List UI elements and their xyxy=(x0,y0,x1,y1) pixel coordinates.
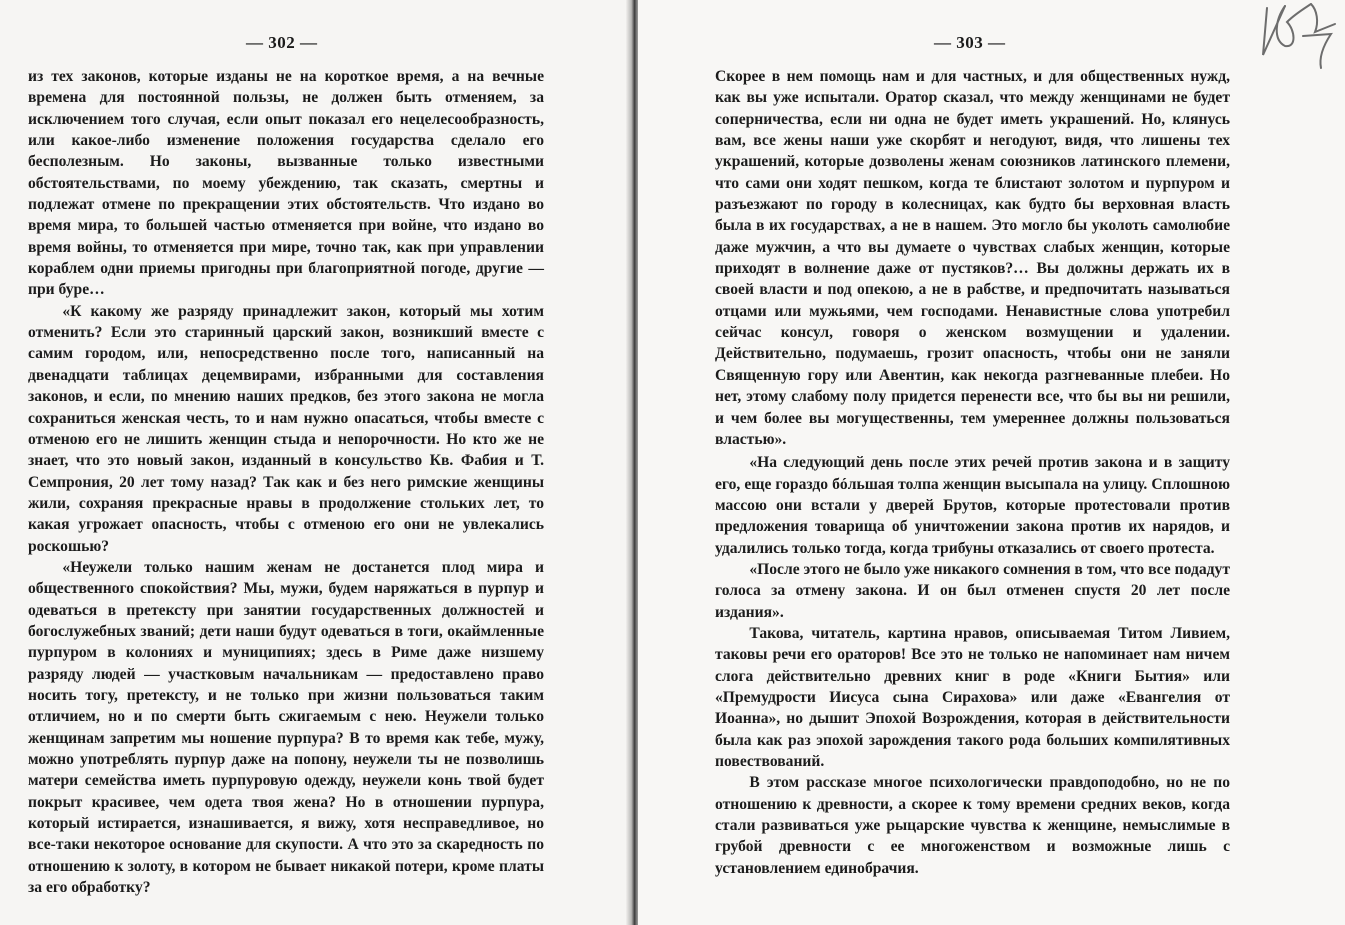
right-page xyxy=(638,0,1345,925)
handwritten-mark-drawing xyxy=(1245,0,1337,76)
paragraph: «На следующий день после этих речей против закона и в защиту его, еще гораздо бóльшая толпа женщин высыпала на улицу. Сплошною массою они встали у дверей Брутов, которые протестовали против предложения товарища об уничтожении закона против их нарядов, и удалились только тогда, когда трибуны отказались от своего протеста. xyxy=(715,454,1230,557)
left-page-text xyxy=(28,66,544,898)
paragraph: В этом рассказе многое психологически правдоподобно, но не по отношению к древности, а скорее к тому времени средних веков, когда стали развиваться уже рыцарские чувства к женщине, немыслимые в грубой древности с ее многоженством и возможные лишь с установлением единобрачия. xyxy=(715,774,1230,877)
page-number-left: — 302 — xyxy=(246,33,318,52)
handwritten-page-mark xyxy=(1245,0,1337,76)
right-page-text xyxy=(715,66,1230,879)
paragraph: из тех законов, которые изданы не на короткое время, а на вечные времена для постоянной пользы, не должен быть отменяем, за исключением того случая, если опыт показал его нецелесообразность, или какое-либо изменение положения государства сделало его бесполезным. Но законы, вызванные только известными обстоятельствами, по моему убеждению, так сказать, смертны и подлежат отмене по прекращении этих обстоятельств. Что издано во время мира, то большей частью отменяется при войне, что издано во время войны, то отменяется при мире, точно так, как при управлении кораблем одни приемы пригодны при благоприятной погоде, другие — при буре… xyxy=(28,68,544,299)
paragraph: «После этого не было уже никакого сомнения в том, что все подадут голоса за отмену закона. И он был отменен спустя 20 лет после издания». xyxy=(715,560,1230,621)
paragraph: Такова, читатель, картина нравов, описываемая Титом Ливием, таковы речи его ораторов! Все это не только не напоминает нам ничем слога действительно древних книг в роде «Книги Бытия» или «Премудрости Иисуса сына Сирахова» или даже «Евангелия от Иоанна», но дышит Эпохой Возрождения, которая в действительности была как раз эпохой зарождения такого рода больших компилятивных повествований. xyxy=(715,624,1230,770)
left-page xyxy=(0,0,632,925)
paragraph: «Неужели только нашим женам не достанется плод мира и общественного спокойствия? Мы, мужи, будем наряжаться в пурпур и одеваться в претексту при занятии государственных должностей и богослужебных званий; дети наши будут одеваться в тоги, окаймленные пурпуром в колониях и муниципиях; здесь в Риме даже низшему разряду людей — участковым начальникам — предоставлено право носить тогу, претексту, и не только при жизни пользоваться таким отличием, но и по смерти быть сжигаемым с нею. Неужели только женщинам запретим мы ношение пурпура? В то время как тебе, мужу, можно употреблять пурпур даже на попону, неужели ты не позволишь матери семейства иметь пурпуровую одежду, неужели конь твой будет покрыт красивее, чем одета твоя жена? Но в отношении пурпура, который истирается, изнашивается, я вижу, хотя несправедливое, но все-таки некоторое основание для скупости. А что это за скаредность по отношению к золоту, в котором не бывает никакой потери, кроме платы за его обработку? xyxy=(28,558,544,897)
paragraph: «К какому же разряду принадлежит закон, который мы хотим отменить? Если это старинный царский закон, возникший вместе с самим городом, или, непосредственно после того, написанный на двенадцати таблицах децемвирами, избранными для составления законов, и если, по мнению наших предков, без этого закона не могла сохраниться женская честь, то и нам нужно опасаться, чтобы вместе с отменою его не лишить женщин стыда и непорочности. Но кто же не знает, что это новый закон, изданный в консульство Кв. Фабия и Т. Семпрония, 20 лет тому назад? Так как и без него римские женщины жили, сохраняя прекрасные нравы в продолжение стольких лет, то какая угрожает опасность, чтобы с отменою его они не увлекались роскошью? xyxy=(28,302,544,555)
page-number-right: — 303 — xyxy=(934,33,1006,52)
paragraph: Скорее в нем помощь нам и для частных, и для общественных нужд, как вы уже испытали. Оратор сказал, что между женщинами не будет соперничества, если ни одна не будет иметь украшений. Но, клянусь вам, все жены наши уже скорбят и негодуют, видя, что лишены тех украшений, которые дозволены женам союзников латинского племени, что сами они ходят пешком, когда те блистают золотом и пурпуром и разъезжают по городу в колесницах, как будто бы верховная власть была в их государствах, а не в нашем. Это могло бы уколоть самолюбие даже мужчин, а что вы думаете о чувствах слабых женщин, которые приходят в волнение даже от пустяков?… Вы должны держать их в своей власти и под опекою, а не в рабстве, и предпочитать называться отцами или мужьями, чем господами. Ненавистные слова употребил сейчас консул, говоря о женском возмущении и удалении. Действительно, подумаешь, грозит опасность, чтобы они не заняли Священную гору или Авентин, как некогда разгневанные плебеи. Но нет, этому слабому полу придется перенести все, что бы вы ни решили, и чем более вы могущественны, тем умереннее должны пользоваться властью». xyxy=(715,68,1230,448)
